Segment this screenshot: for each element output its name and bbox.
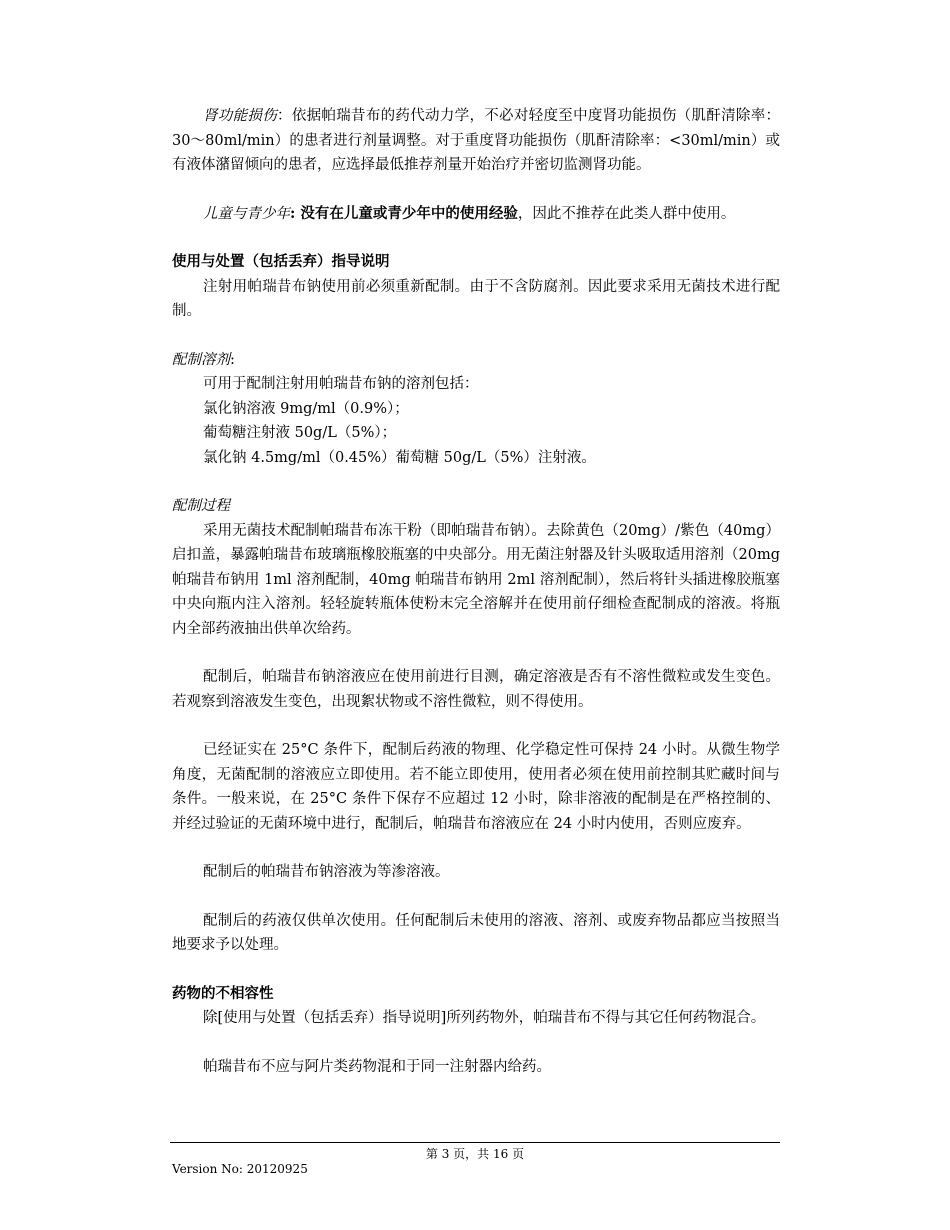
- renal-paragraph: [172, 104, 780, 178]
- incompatibility-heading: 药物的不相容性: [172, 985, 274, 1002]
- use-section-heading: 使用与处置（包括丢弃）指导说明: [172, 254, 390, 270]
- pediatric-bold-text: : 没有在儿童或青少年中的使用经验: [290, 204, 518, 222]
- procedure-paragraph-2: 配制后，帕瑞昔布钠溶液应在使用前进行目测，确定溶液是否有不溶性微粒或发生变色。若观察到溶液发生变色，出现絮状物或不溶性微粒，则不得使用。: [172, 669, 780, 710]
- procedure-paragraph-3: 已经证实在 25°C 条件下，配制后药液的物理、化学稳定性可保持 24 小时。从微生物学角度，无菌配制的溶液应立即使用。若不能立即使用，使用者必须在使用前控制其贮藏时间与条件。一般来说，在 25°C 条件下保存不应超过 12 小时，除非溶液的配制是在严格控制的、并经过验证的无菌环境中进行，配制后，帕瑞昔布溶液应在 24 小时内使用，否则应废弃。: [172, 742, 780, 832]
- pediatric-label: 儿童与青少年: [203, 205, 290, 222]
- procedure-paragraph-5: 配制后的药液仅供单次使用。任何配制后未使用的溶液、溶剂、或废弃物品都应当按照当地要求予以处理。: [172, 912, 780, 953]
- use-intro-paragraph: 注射用帕瑞昔布钠使用前必须重新配制。由于不含防腐剂。因此要求采用无菌技术进行配制。: [172, 278, 780, 319]
- pediatric-text: ，因此不推荐在此类人群中使用。: [517, 205, 736, 222]
- version-number: Version No: 20120925: [172, 1162, 308, 1176]
- procedure-paragraph-4: 配制后的帕瑞昔布钠溶液为等渗溶液。: [203, 864, 450, 880]
- pediatric-paragraph: [172, 202, 780, 227]
- solvent-item: 氯化钠溶液 9mg/ml（0.9%）；: [203, 400, 409, 417]
- incompatibility-paragraph-1: 除[使用与处置（包括丢弃）指导说明]所列药物外，帕瑞昔布不得与其它任何药物混合。: [203, 1010, 766, 1026]
- solvents-lead: 可用于配制注射用帕瑞昔布钠的溶剂包括：: [203, 376, 479, 392]
- renal-text: ：依据帕瑞昔布的药代动力学，不必对轻度至中度肾功能损伤（肌酐清除率：30～80ml/min）的患者进行剂量调整。对于重度肾功能损伤（肌酐清除率：<30ml/min）或有液体潴留倾向的患者，应选择最低推荐剂量开始治疗并密切监测肾功能。: [172, 108, 780, 173]
- incompatibility-paragraph-2: 帕瑞昔布不应与阿片类药物混和于同一注射器内给药。: [203, 1058, 551, 1075]
- solvents-colon: :: [230, 351, 235, 368]
- solvent-item: 氯化钠 4.5mg/ml（0.45%）葡萄糖 50g/L（5%）注射液。: [203, 449, 596, 466]
- renal-label: 肾功能损伤: [203, 108, 278, 124]
- document-body: [172, 104, 780, 1079]
- solvents-label: 配制溶剂: [172, 351, 230, 368]
- procedure-heading: 配制过程: [172, 498, 230, 514]
- footer-divider: [170, 1142, 780, 1143]
- procedure-paragraph-1: 采用无菌技术配制帕瑞昔布冻干粉（即帕瑞昔布钠）。去除黄色（20mg）/紫色（40mg）启扣盖，暴露帕瑞昔布玻璃瓶橡胶瓶塞的中央部分。用无菌注射器及针头吸取适用溶剂（20mg 帕瑞昔布钠用 1ml 溶剂配制，40mg 帕瑞昔布钠用 2ml 溶剂配制），然后将针头插进橡胶瓶塞中央向瓶内注入溶剂。轻轻旋转瓶体使粉末完全溶解并在使用前仔细检查配制成的溶液。将瓶内全部药液抽出供单次给药。: [172, 522, 780, 637]
- solvents-heading: [172, 348, 780, 373]
- solvent-item: 葡萄糖注射液 50g/L（5%）；: [203, 425, 397, 441]
- page-number: 第 3 页，共 16 页: [425, 1147, 525, 1161]
